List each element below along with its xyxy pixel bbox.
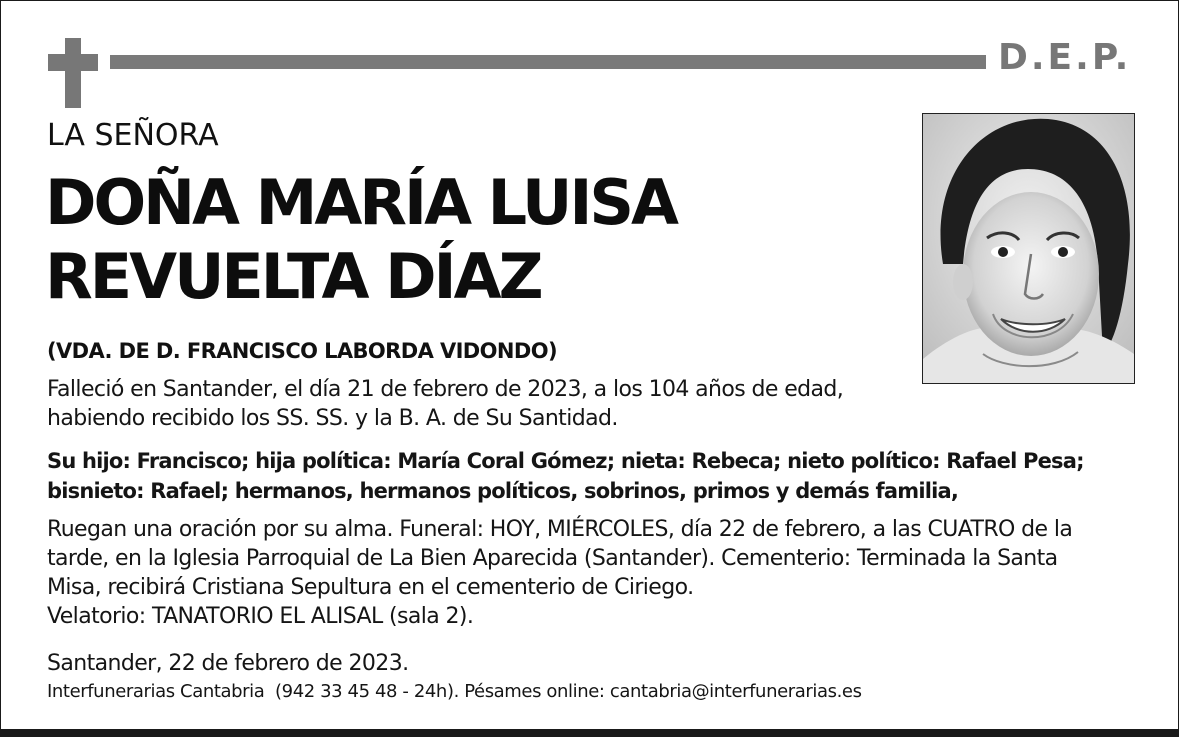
cross-icon xyxy=(48,38,98,108)
dateline-text: Santander, 22 de febrero de 2023. xyxy=(47,651,409,676)
dateline xyxy=(47,649,408,678)
funeral-line-1: Ruegan una oración por su alma. Funeral: HOY, MIÉRCOLES, día 22 de febrero, a las CUATRO de la xyxy=(47,517,1073,542)
wake-line: Velatorio: TANATORIO EL ALISAL (sala 2). xyxy=(47,604,474,629)
funeral-line-3: Misa, recibirá Cristiana Sepultura en el cementerio de Ciriego. xyxy=(47,575,694,600)
dep-label: D.E.P. xyxy=(998,37,1132,78)
widow-of: (VDA. DE D. FRANCISCO LABORDA VIDONDO) xyxy=(47,339,557,363)
name-line-2: REVUELTA DÍAZ xyxy=(45,240,541,313)
family-list xyxy=(47,446,1084,506)
funeral-details xyxy=(47,515,1072,631)
name-line-1: DOÑA MARÍA LUISA xyxy=(45,166,677,239)
death-line-1: Falleció en Santander, el día 21 de febrero de 2023, a los 104 años de edad, xyxy=(47,377,844,402)
funeral-home-contact: Interfunerarias Cantabria (942 33 45 48 - 24h). Pésames online: cantabria@interfunerarias.es xyxy=(47,681,862,702)
family-line-2: bisnieto: Rafael; hermanos, hermanos políticos, sobrinos, primos y demás familia, xyxy=(47,479,959,503)
family-line-1: Su hijo: Francisco; hija política: María Coral Gómez; nieta: Rebeca; nieto político: Rafael Pesa; xyxy=(47,449,1084,473)
portrait-photo xyxy=(922,113,1135,384)
funeral-line-2: tarde, en la Iglesia Parroquial de La Bien Aparecida (Santander). Cementerio: Terminada la Santa xyxy=(47,546,1058,571)
header-rule xyxy=(110,55,986,69)
deceased-name xyxy=(45,166,676,314)
honorific: LA SEÑORA xyxy=(47,118,219,153)
death-announcement xyxy=(47,375,843,433)
death-line-2: habiendo recibido los SS. SS. y la B. A. de Su Santidad. xyxy=(47,406,618,431)
